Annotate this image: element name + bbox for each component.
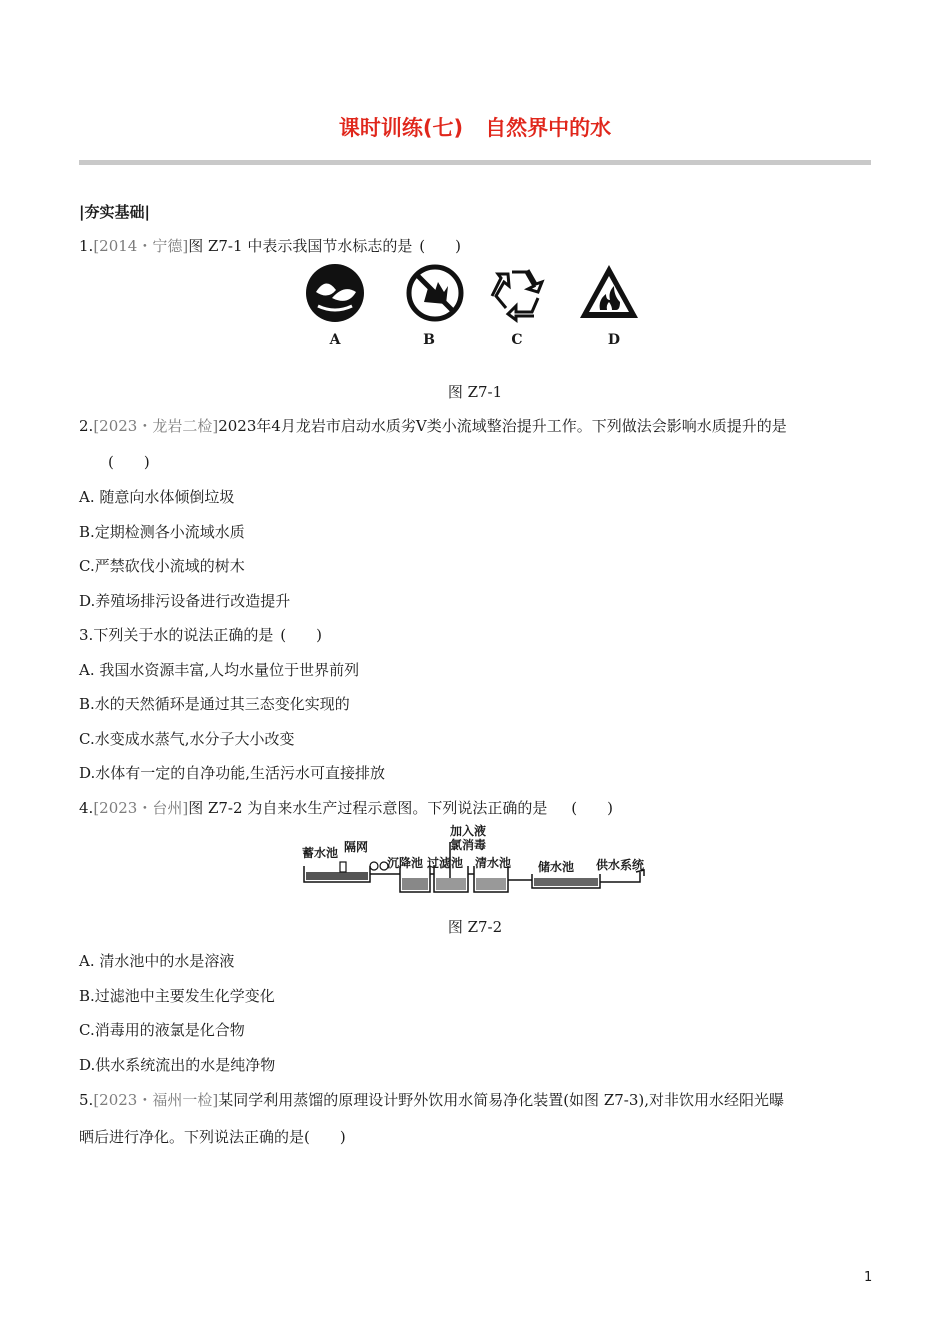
question-2: 2.[2023・龙岩二检]2023年4月龙岩市启动水质劣Ⅴ类小流域整治提升工作。下列做法会影响水质提升的是 xyxy=(79,417,787,435)
diagram-label: 隔网 xyxy=(344,840,369,854)
title-divider xyxy=(79,160,871,165)
option-d: D.水体有一定的自净功能,生活污水可直接排放 xyxy=(79,764,386,782)
option-label: B xyxy=(423,332,435,348)
figure-z7-2 xyxy=(300,822,652,900)
option-label: A xyxy=(329,332,341,348)
answer-blank: ( ) xyxy=(280,626,322,644)
diagram-label: 蓄水池 xyxy=(302,846,339,860)
option-label: D xyxy=(607,332,621,348)
figure-caption: 图 Z7-1 xyxy=(447,383,503,401)
section-heading: |夯实基础| xyxy=(79,203,150,221)
question-3: 3.下列关于水的说法正确的是 ( ) xyxy=(79,624,324,645)
question-source: [2023・龙岩二检] xyxy=(93,417,219,435)
title-main: 课时训练(七) xyxy=(338,116,464,140)
option-a: A. 我国水资源丰富,人均水量位于世界前列 xyxy=(79,661,360,679)
option-b: B.水的天然循环是通过其三态变化实现的 xyxy=(79,695,350,713)
option-c: C.水变成水蒸气,水分子大小改变 xyxy=(79,730,295,748)
option-a: A. 随意向水体倾倒垃圾 xyxy=(79,488,235,506)
diagram-label: 沉降池 xyxy=(387,856,424,870)
figure-caption: 图 Z7-2 xyxy=(447,918,503,936)
option-c: C.严禁砍伐小流域的树木 xyxy=(79,557,245,575)
question-5-continued: 晒后进行净化。下列说法正确的是( ) xyxy=(79,1128,346,1146)
page-title xyxy=(0,112,950,142)
page-number: 1 xyxy=(864,1270,873,1285)
answer-blank: ( ) xyxy=(571,799,613,817)
no-burning-icon xyxy=(404,262,466,324)
question-source: [2014・宁德] xyxy=(93,237,189,255)
recycle-icon xyxy=(488,262,550,324)
diagram-label: 氯消毒 xyxy=(450,838,487,852)
question-1: 1.[2014・宁德]图 Z7-1 中表示我国节水标志的是 ( ) xyxy=(79,235,463,256)
question-source: [2023・台州] xyxy=(93,799,189,817)
title-sub: 自然界中的水 xyxy=(485,116,612,140)
question-source: [2023・福州一检] xyxy=(93,1091,219,1109)
diagram-label: 供水系统 xyxy=(596,858,645,872)
option-b: B.过滤池中主要发生化学变化 xyxy=(79,987,275,1005)
option-d: D.养殖场排污设备进行改造提升 xyxy=(79,592,291,610)
option-b: B.定期检测各小流域水质 xyxy=(79,523,245,541)
answer-blank: ( ) xyxy=(419,237,461,255)
water-saving-icon xyxy=(304,262,366,324)
option-d: D.供水系统流出的水是纯净物 xyxy=(79,1056,276,1074)
option-label: C xyxy=(511,332,523,348)
figure-z7-1 xyxy=(302,262,662,352)
option-c: C.消毒用的液氯是化合物 xyxy=(79,1021,245,1039)
question-5: 5.[2023・福州一检]某同学利用蒸馏的原理设计野外饮用水简易净化装置(如图 Z7-3),对非饮用水经阳光曝 xyxy=(79,1091,785,1109)
option-a: A. 清水池中的水是溶液 xyxy=(79,952,235,970)
answer-blank: ( ) xyxy=(108,453,150,471)
diagram-label: 清水池 xyxy=(475,856,512,870)
diagram-label: 储水池 xyxy=(538,860,575,874)
diagram-label: 过滤池 xyxy=(427,856,464,870)
diagram-label: 加入液 xyxy=(450,824,487,838)
fire-warning-icon xyxy=(578,262,640,324)
question-4: 4.[2023・台州]图 Z7-2 为自来水生产过程示意图。下列说法正确的是 ( ) xyxy=(79,797,632,818)
